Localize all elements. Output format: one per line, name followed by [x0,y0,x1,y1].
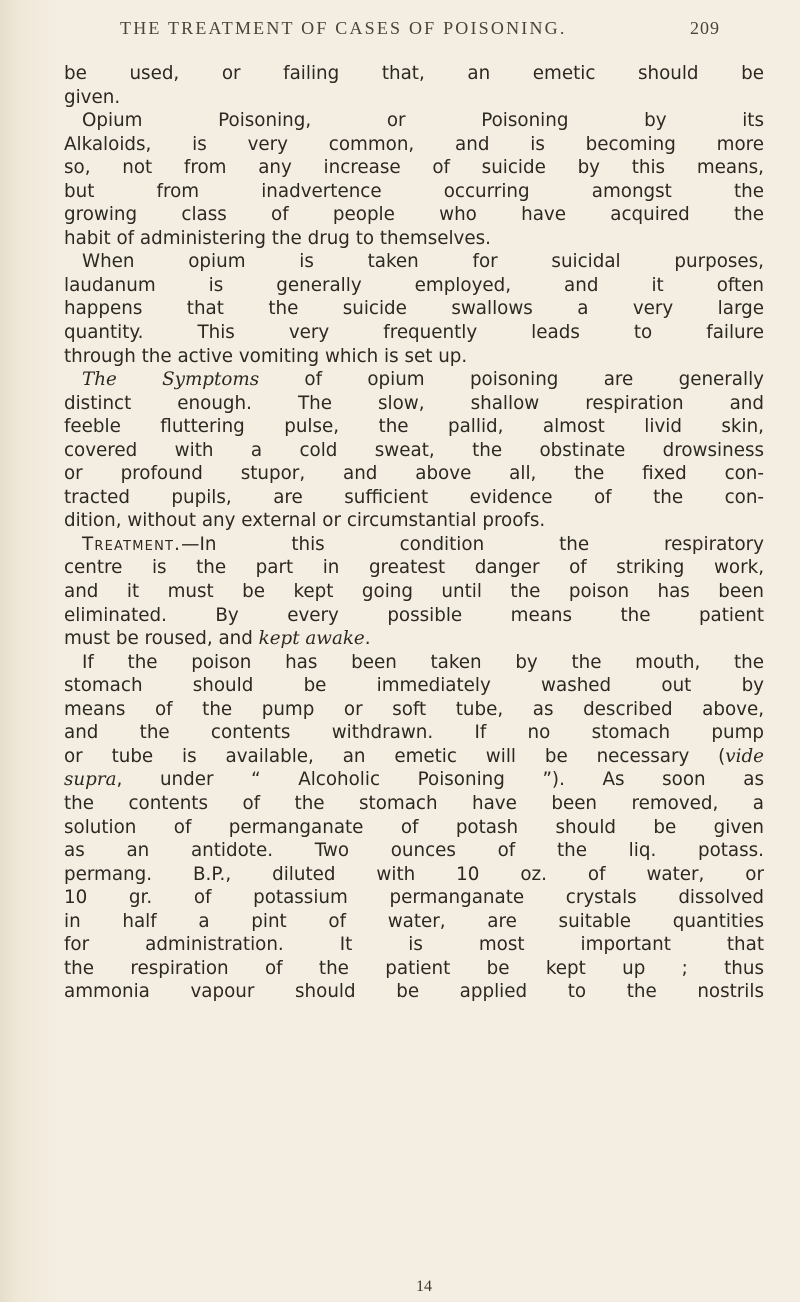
text-line: distinct enough. The slow, shallow respiration and [64,392,764,414]
text-line: centre is the part in greatest danger of striking work, [64,557,764,579]
body-text [64,62,764,1004]
text-line: be used, or failing that, an emetic should be [64,63,764,84]
text-line: dition, without any external or circumstantial proofs. [64,510,546,532]
emphasis-vide: vide [725,745,764,767]
text-line: feeble fluttering pulse, the pallid, almost livid skin, [64,416,764,438]
text-line: ammonia vapour should be applied to the nostrils [64,981,764,1003]
text-line: so, not from any increase of suicide by this means, [64,157,764,179]
page-number: 209 [690,18,720,38]
text-line: covered with a cold sweat, the obstinate drowsiness [64,439,764,461]
text-line: means of the pump or soft tube, as described above, [64,698,764,720]
treatment-heading: Treatment. [82,533,182,555]
text-line: the respiration of the patient be kept up ; thus [64,957,764,979]
text-line: solution of permanganate of potash should be given [64,816,764,838]
treatment-paragraph-start: Treatment.—In this condition the respiratory [82,533,764,555]
text-line: growing class of people who have acquired the [64,204,764,226]
text-line: and the contents withdrawn. If no stomach pump [64,722,764,744]
text-line: in half a pint of water, are suitable quantities [64,910,764,932]
running-head [120,18,720,39]
emphasis-kept-awake: kept awake [258,628,365,650]
text-line: supra, under “ Alcoholic Poisoning ”). As soon as [64,769,764,791]
symptoms-paragraph-start: The Symptoms of opium poisoning are generally [82,369,764,391]
text-line: Alkaloids, is very common, and is becoming more [64,133,764,155]
text-line: or profound stupor, and above all, the fixed con- [64,463,764,485]
text-line: the contents of the stomach have been removed, a [64,792,764,814]
text-line: laudanum is generally employed, and it often [64,274,764,296]
running-head-title: THE TREATMENT OF CASES OF POISONING. [120,18,567,38]
text-line: quantity. This very frequently leads to failure [64,322,764,344]
text-line: stomach should be immediately washed out by [64,675,764,697]
text-line: but from inadvertence occurring amongst the [64,180,764,202]
emphasis-supra: supra [64,769,117,791]
signature-mark: 14 [416,1278,432,1295]
text-line: given. [64,86,121,108]
text-line: eliminated. By every possible means the patient [64,604,764,626]
text-line: habit of administering the drug to themselves. [64,227,491,249]
text-line: If the poison has been taken by the mouth, the [82,651,764,673]
text-line: and it must be kept going until the poison has been [64,581,764,603]
text-line: or tube is available, an emetic will be necessary (vide [64,745,764,767]
text-line: When opium is taken for suicidal purposes, [82,251,764,273]
text-line: 10 gr. of potassium permanganate crystals dissolved [64,887,764,909]
text-line: must be roused, and kept awake. [64,628,371,650]
text-line: permang. B.P., diluted with 10 oz. of water, or [64,863,764,885]
text-line: tracted pupils, are sufficient evidence of the con- [64,486,764,508]
text-line: as an antidote. Two ounces of the liq. potass. [64,840,764,862]
text-line: for administration. It is most important that [64,934,764,956]
text-line: through the active vomiting which is set up. [64,345,468,367]
paragraph-heading-opium: Opium Poisoning, or Poisoning by its [82,110,764,132]
text-line: happens that the suicide swallows a very large [64,298,764,320]
symptoms-heading: The Symptoms [82,369,260,391]
